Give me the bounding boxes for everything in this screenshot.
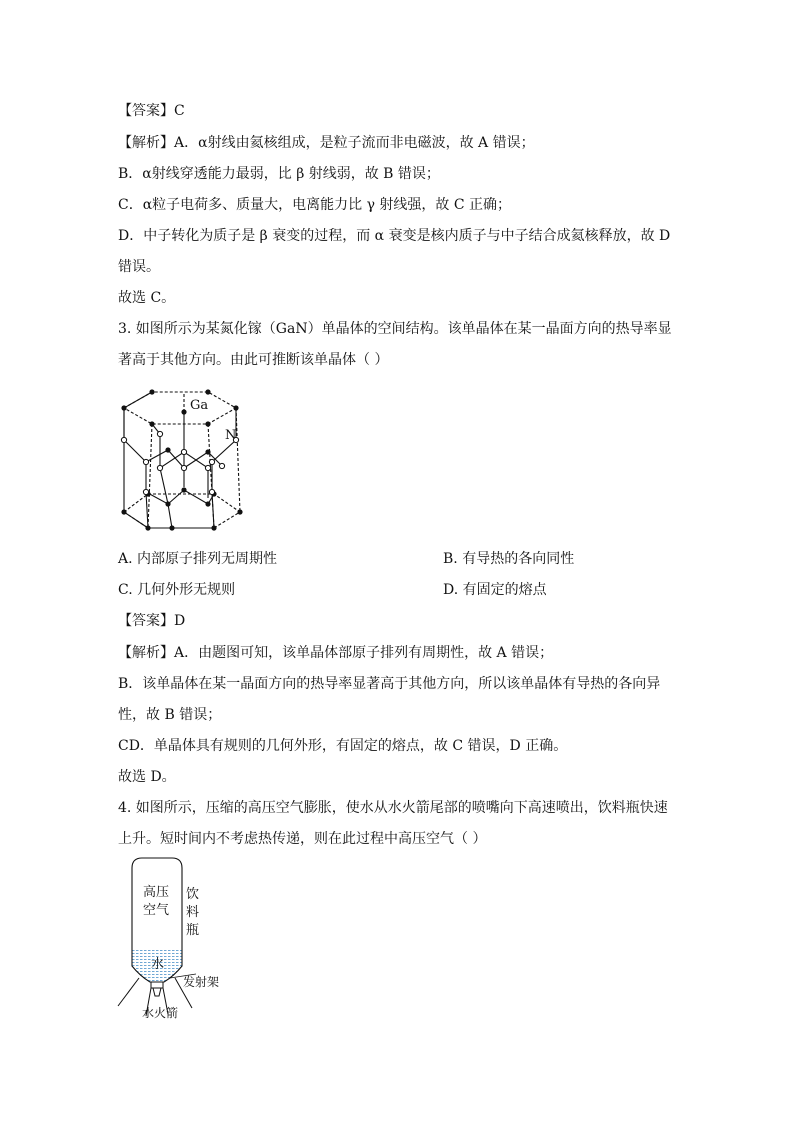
- n-label: N: [225, 428, 237, 443]
- water-rocket-figure: [112, 856, 232, 1024]
- q2-analysis-line-1: 【解析】A．α射线由氦核组成，是粒子流而非电磁波，故 A 错误；: [118, 135, 535, 151]
- q3-stem-line-1: 3. 如图所示为某氮化镓（GaN）单晶体的空间结构。该单晶体在某一晶面方向的热导率显: [118, 321, 672, 337]
- q2-answer: 【答案】C: [118, 103, 185, 119]
- air-label-line-1: 高压: [143, 885, 170, 900]
- water-label: 水: [151, 957, 165, 972]
- gan-crystal-structure-figure: [112, 382, 252, 532]
- q3-stem-line-2: 著高于其他方向。由此可推断该单晶体（ ）: [118, 352, 389, 368]
- q2-analysis-line-3: C．α粒子电荷多、质量大，电离能力比 γ 射线强，故 C 正确；: [118, 197, 512, 213]
- bottle-label-char-2: 料: [186, 905, 200, 920]
- q2-analysis-line-5: 错误。: [118, 259, 160, 275]
- q3-option-b[interactable]: B. 有导热的各向同性: [443, 551, 575, 567]
- q3-analysis-line-2: B．该单晶体在某一晶面方向的热导率显著高于其他方向，所以该单晶体有导热的各向异: [118, 676, 661, 692]
- q2-analysis-line-2: B．α射线穿透能力最弱，比 β 射线弱，故 B 错误；: [118, 166, 440, 182]
- bottle-label-char-3: 瓶: [186, 923, 200, 938]
- q4-stem-line-1: 4. 如图所示，压缩的高压空气膨胀，使水从水火箭尾部的喷嘴向下高速喷出，饮料瓶快速: [118, 800, 668, 816]
- q3-analysis-line-4: CD．单晶体具有规则的几何外形，有固定的熔点，故 C 错误，D 正确。: [118, 738, 568, 754]
- q3-answer: 【答案】D: [118, 613, 186, 629]
- q3-analysis-line-3: 性，故 B 错误；: [118, 707, 222, 723]
- q3-conclusion: 故选 D。: [118, 769, 176, 785]
- q3-option-c[interactable]: C. 几何外形无规则: [118, 582, 236, 598]
- ga-label: Ga: [190, 398, 209, 413]
- launcher-label: 发射架: [183, 975, 220, 989]
- air-label-line-2: 空气: [143, 903, 170, 918]
- q3-option-a[interactable]: A. 内部原子排列无周期性: [118, 551, 278, 567]
- bottle-label-char-1: 饮: [186, 887, 200, 902]
- q4-stem-line-2: 上升。短时间内不考虑热传递，则在此过程中高压空气（ ）: [118, 831, 487, 847]
- q3-option-d[interactable]: D. 有固定的熔点: [443, 582, 547, 598]
- q2-analysis-line-4: D．中子转化为质子是 β 衰变的过程，而 α 衰变是核内质子与中子结合成氦核释放，故 D: [118, 228, 671, 244]
- q3-analysis-line-1: 【解析】A．由题图可知，该单晶体部原子排列有周期性，故 A 错误；: [118, 645, 554, 661]
- q2-conclusion: 故选 C。: [118, 290, 176, 306]
- rocket-label: 水火箭: [142, 1006, 179, 1020]
